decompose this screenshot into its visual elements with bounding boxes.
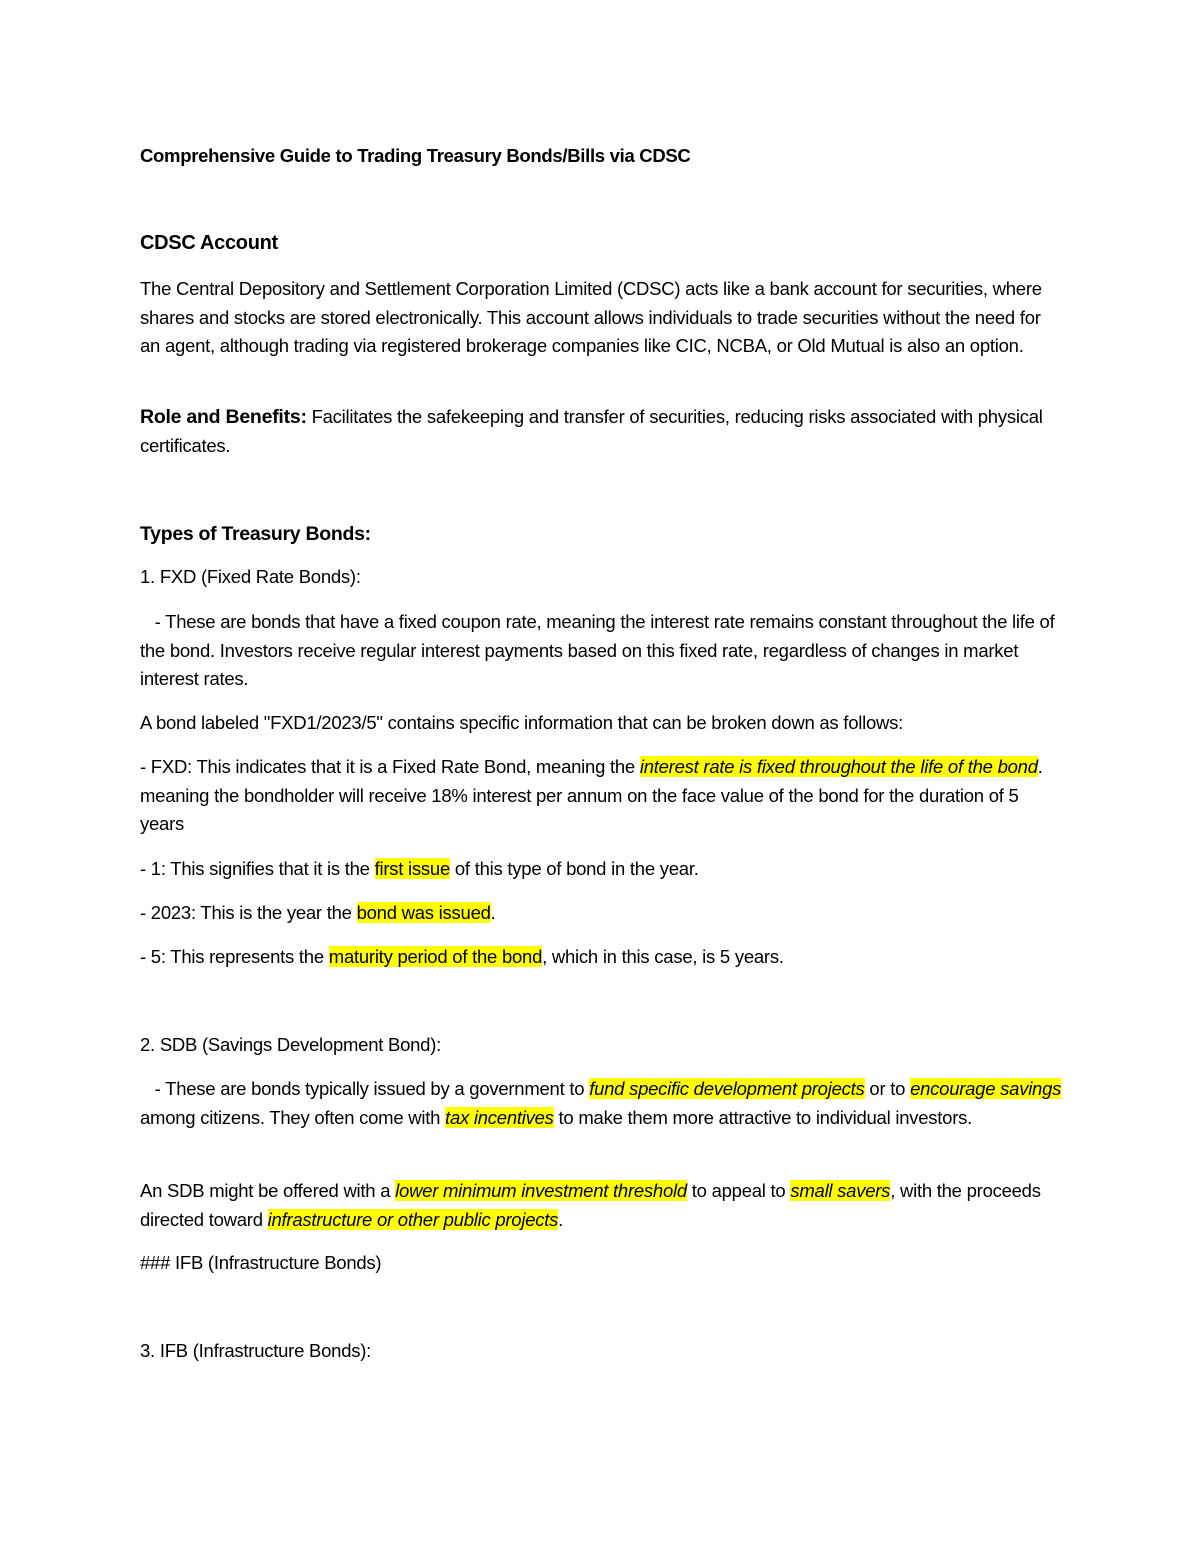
highlighted-text: fund specific development projects xyxy=(589,1078,865,1099)
text-segment: . xyxy=(490,902,496,923)
text-segment: or to xyxy=(864,1078,911,1099)
highlighted-text: bond was issued xyxy=(356,902,491,923)
text-segment: - These are bonds typically issued by a government to xyxy=(140,1078,590,1099)
text-segment: of this type of bond in the year. xyxy=(450,858,699,879)
text-segment: - 1: This signifies that it is the xyxy=(140,858,375,879)
sdb-heading: 2. SDB (Savings Development Bond): xyxy=(140,1034,442,1055)
text-segment: , with the proceeds directed toward xyxy=(140,1180,1041,1230)
text-segment: to make them more attractive to individual investors. xyxy=(553,1106,973,1128)
role-benefits-paragraph xyxy=(140,403,1065,460)
highlighted-text: infrastructure or other public projects xyxy=(267,1208,559,1230)
highlighted-text: interest rate is fixed throughout the life of the bond xyxy=(639,756,1038,777)
fxd-heading: 1. FXD (Fixed Rate Bonds): xyxy=(140,566,361,587)
text-segment: - 5: This represents the xyxy=(140,946,329,967)
ifb-heading: 3. IFB (Infrastructure Bonds): xyxy=(140,1340,372,1361)
highlighted-text: tax incentives xyxy=(445,1106,554,1128)
fxd-description: - These are bonds that have a fixed coupon rate, meaning the interest rate remains constant throughout the life of the bond. Investors receive regular interest payments based on this fixed rate, regardless of changes in market interest rates. xyxy=(140,611,1060,689)
highlighted-text: lower minimum investment threshold xyxy=(395,1180,687,1201)
text-segment: , which in this case, is 5 years. xyxy=(542,946,784,967)
text-segment: - FXD: This indicates that it is a Fixed Rate Bond, meaning the xyxy=(140,756,640,777)
text-segment: among citizens. They often come with xyxy=(140,1078,1067,1128)
ifb-markdown-line: ### IFB (Infrastructure Bonds) xyxy=(140,1252,382,1273)
highlighted-text: first issue xyxy=(374,858,450,879)
text-segment: to appeal to xyxy=(686,1180,791,1201)
document-title: Comprehensive Guide to Trading Treasury Bonds/Bills via CDSC xyxy=(140,145,691,166)
role-benefits-text: Facilitates the safekeeping and transfer of securities, reducing risks associated with physical certificates. xyxy=(140,406,1043,456)
cdsc-heading: CDSC Account xyxy=(140,232,278,254)
highlighted-text: maturity period of the bond xyxy=(328,946,543,967)
cdsc-intro-paragraph: The Central Depository and Settlement Corporation Limited (CDSC) acts like a bank account for securities, where shares and stocks are stored electronically. This account allows individuals to trade securities without the need for an agent, although trading via registered brokerage companies like CIC, NCBA, or Old Mutual is also an option. xyxy=(140,278,1042,356)
text-segment: . meaning the bondholder will receive 18% interest per annum on the face value of the bond for the duration of 5 years xyxy=(140,756,1043,834)
types-heading: Types of Treasury Bonds: xyxy=(140,523,371,545)
sdb-example xyxy=(140,1177,1065,1234)
text-segment: - 2023: This is the year the xyxy=(140,902,357,923)
maturity-explanation xyxy=(140,943,1065,972)
sdb-description xyxy=(140,1075,1065,1132)
fxd-code-explanation xyxy=(140,753,1065,839)
text-segment: . xyxy=(558,1208,564,1230)
highlighted-text: encourage savings xyxy=(910,1078,1062,1099)
issue-year-explanation xyxy=(140,899,1065,928)
highlighted-text: small savers xyxy=(790,1180,891,1201)
text-segment: An SDB might be offered with a xyxy=(140,1180,396,1201)
role-benefits-label: Role and Benefits: xyxy=(140,406,307,428)
fxd-label-intro: A bond labeled "FXD1/2023/5" contains specific information that can be broken down as follows: xyxy=(140,712,903,733)
issue-number-explanation xyxy=(140,855,1065,884)
